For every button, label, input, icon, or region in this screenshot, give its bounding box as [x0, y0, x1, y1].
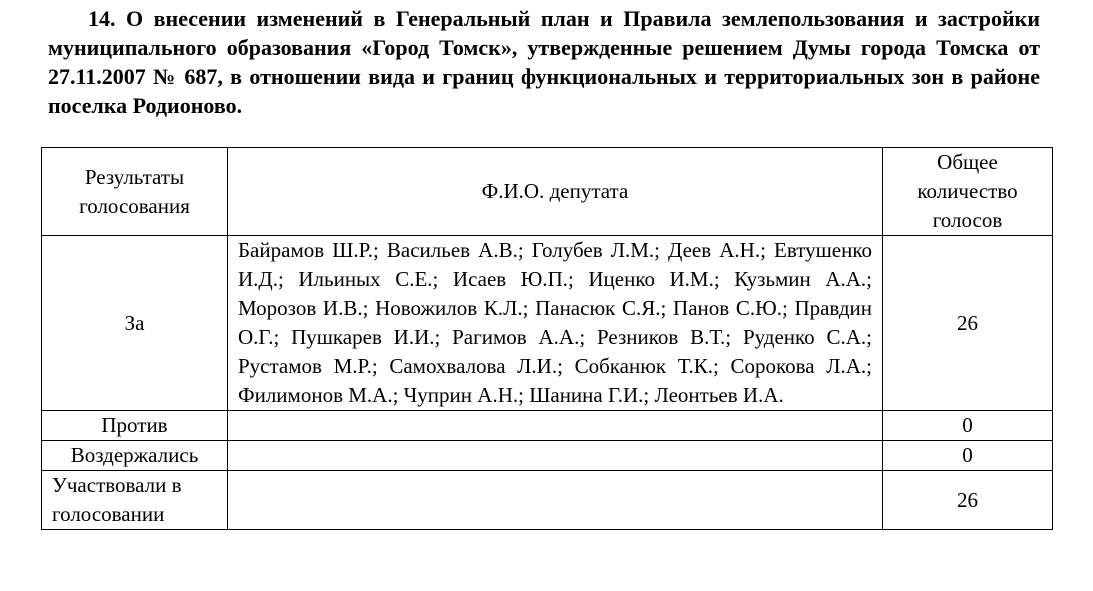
total-votes-against: 0: [883, 411, 1053, 441]
header-voting-results: Результаты голосования: [42, 148, 228, 236]
table-header-row: [42, 148, 1053, 236]
total-votes-participated: 26: [883, 471, 1053, 530]
deputy-names-participated: [228, 471, 883, 530]
deputy-names-for: Байрамов Ш.Р.; Васильев А.В.; Голубев Л.М.; Деев А.Н.; Евтушенко И.Д.; Ильиных С.Е.; Исаев Ю.П.; Иценко И.М.; Кузьмин А.А.; Морозов И.В.; Новожилов К.Л.; Панасюк С.Я.; Панов С.Ю.; Правдин О.Г.; Пушкарев И.И.; Рагимов А.А.; Резников В.Т.; Руденко С.А.; Рустамов М.Р.; Самохвалова Л.И.; Собканюк Т.К.; Сорокова Л.А.; Филимонов М.А.; Чуприн А.Н.; Шанина Г.И.; Леонтьев И.А.: [228, 236, 883, 411]
table-row-against: [42, 411, 1053, 441]
result-label-against: Против: [42, 411, 228, 441]
table-row-abstained: [42, 441, 1053, 471]
table-row-participated: [42, 471, 1053, 530]
header-deputy-names: Ф.И.О. депутата: [228, 148, 883, 236]
total-votes-abstained: 0: [883, 441, 1053, 471]
total-votes-for: 26: [883, 236, 1053, 411]
table-row-for: [42, 236, 1053, 411]
result-label-participated: Участвовали в голосовании: [42, 471, 228, 530]
agenda-item-heading: 14. О внесении изменений в Генеральный план и Правила землепользования и застройки муниципального образования «Город Томск», утвержденные решением Думы города Томска от 27.11.2007 № 687, в отношении вида и границ функциональных и территориальных зон в районе поселка Родионово.: [48, 6, 1040, 118]
voting-results-table: [41, 147, 1053, 530]
result-label-for: За: [42, 236, 228, 411]
deputy-names-against: [228, 411, 883, 441]
result-label-abstained: Воздержались: [42, 441, 228, 471]
header-total-votes: Общее количество голосов: [883, 148, 1053, 236]
deputy-names-abstained: [228, 441, 883, 471]
